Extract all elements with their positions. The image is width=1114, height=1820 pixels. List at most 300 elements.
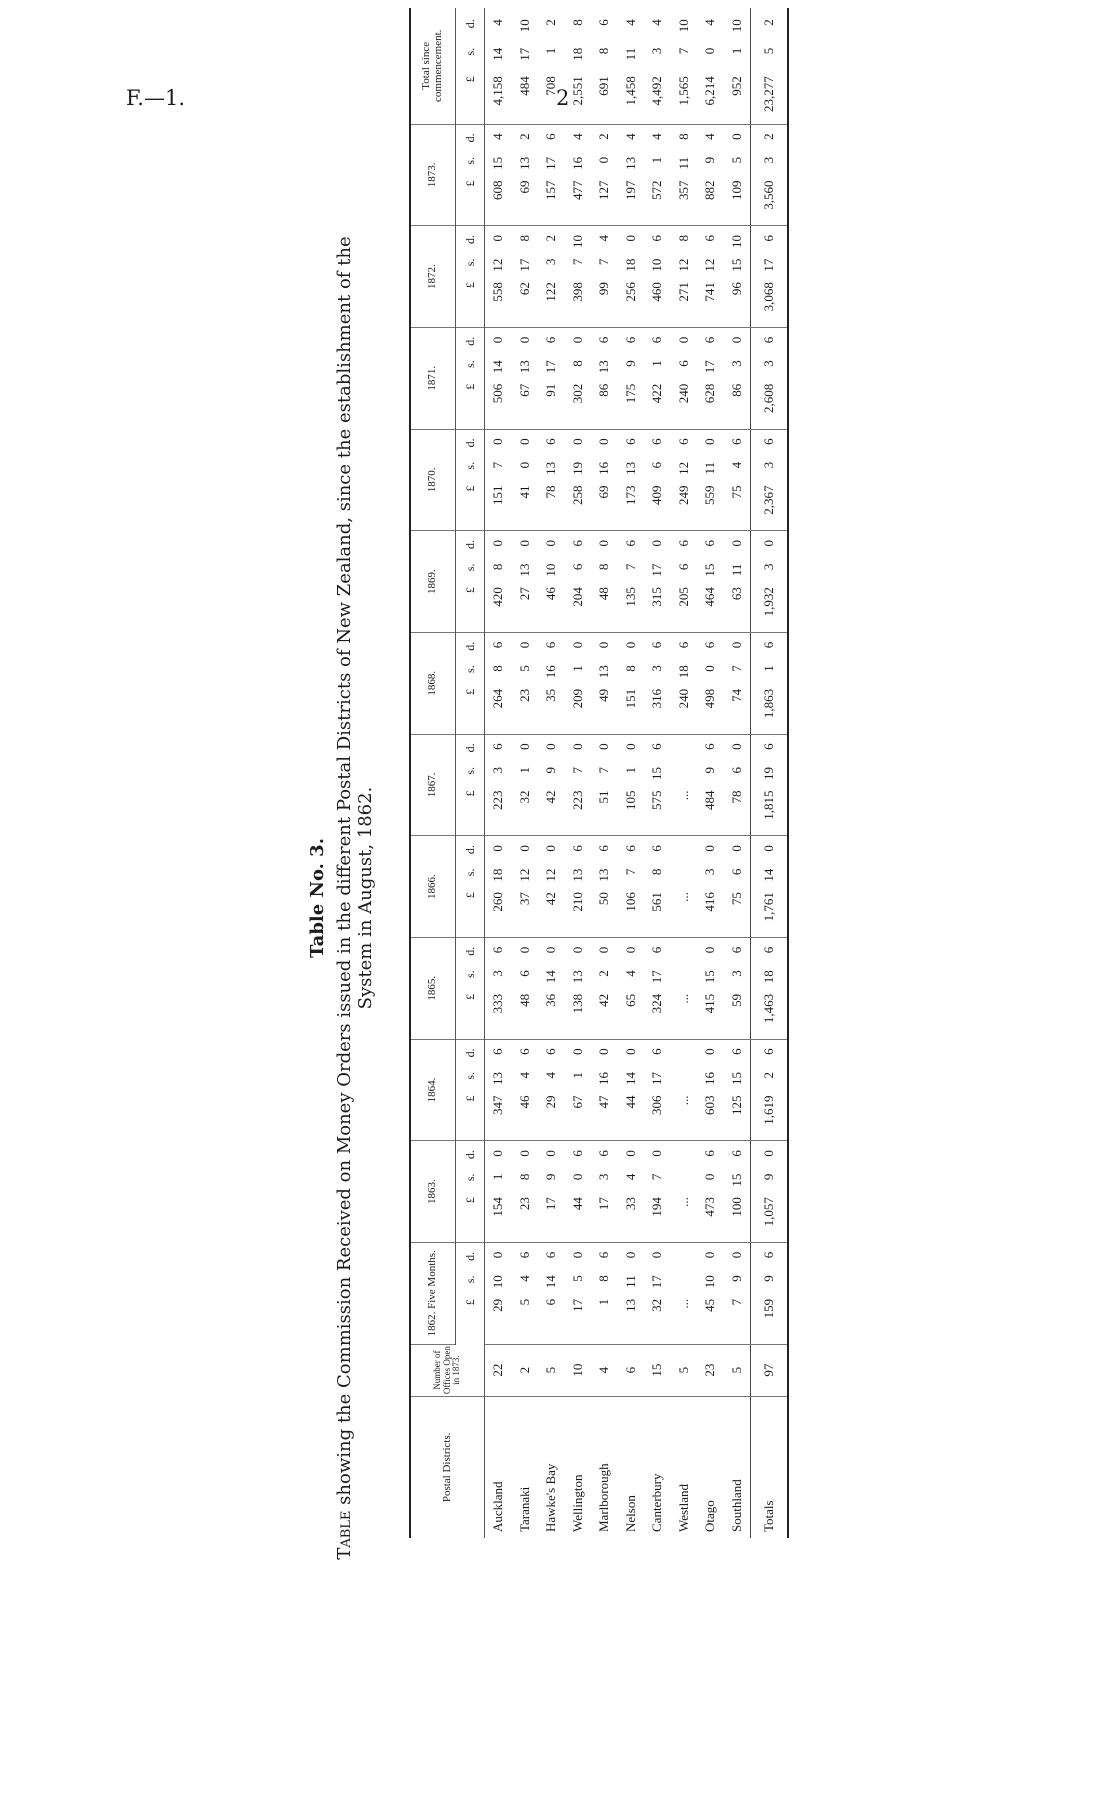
amount-cell bbox=[485, 124, 512, 226]
amount-shillings: 8 bbox=[596, 1275, 612, 1282]
amount-pounds: 415 bbox=[702, 993, 718, 1014]
amount-pounds: 1,463 bbox=[761, 993, 776, 1024]
unit-pence: d. bbox=[462, 133, 477, 143]
amount-pence: 6 bbox=[490, 946, 506, 954]
amount-pence: 6 bbox=[702, 235, 718, 242]
amount-shillings: 7 bbox=[596, 258, 612, 266]
caption-prefix: Table bbox=[334, 1510, 355, 1560]
amount-pence: 6 bbox=[543, 1251, 559, 1259]
amount-cell bbox=[671, 429, 698, 531]
amount-shillings: 9 bbox=[761, 1275, 776, 1282]
amount-cell bbox=[512, 429, 539, 531]
amount-cell bbox=[618, 226, 645, 328]
amount-shillings: 11 bbox=[675, 156, 691, 170]
amount-pence: 10 bbox=[516, 19, 532, 33]
amount-pence: 6 bbox=[649, 336, 665, 344]
amount-pence: 6 bbox=[596, 336, 612, 344]
amount-pounds: 157 bbox=[543, 180, 559, 200]
table-row bbox=[591, 8, 618, 1538]
amount-cell bbox=[751, 734, 789, 836]
amount-pounds: 46 bbox=[543, 587, 559, 601]
amount-pence: 6 bbox=[622, 336, 638, 344]
amount-pounds: 258 bbox=[569, 485, 585, 505]
amount-shillings: 13 bbox=[516, 156, 532, 170]
amount-pence: 0 bbox=[622, 235, 638, 242]
amount-pence: 0 bbox=[490, 1150, 506, 1157]
amount-pence: 0 bbox=[702, 845, 718, 852]
amount-pence: 6 bbox=[543, 133, 559, 140]
amount-cell bbox=[724, 226, 751, 328]
amount-pence: 4 bbox=[596, 235, 612, 242]
amount-shillings: 3 bbox=[490, 766, 506, 774]
amount-pence: 0 bbox=[728, 540, 744, 547]
amount-pence: 0 bbox=[490, 235, 506, 242]
amount-cell bbox=[591, 836, 618, 938]
amount-pence: 2 bbox=[543, 235, 559, 242]
amount-cell bbox=[565, 937, 592, 1039]
amount-pounds: 67 bbox=[569, 1095, 585, 1109]
amount-cell bbox=[724, 937, 751, 1039]
amount-cell bbox=[671, 327, 698, 429]
amount-shillings: 7 bbox=[569, 258, 585, 266]
amount-cell bbox=[671, 632, 698, 734]
amount-cell bbox=[512, 836, 539, 938]
amount-cell bbox=[591, 327, 618, 429]
amount-cell bbox=[485, 429, 512, 531]
amount-cell bbox=[697, 8, 724, 124]
offices-count: 15 bbox=[644, 1344, 671, 1396]
amount-pounds: 37 bbox=[516, 892, 532, 906]
amount-pence: 0 bbox=[516, 438, 532, 445]
table-row bbox=[618, 8, 645, 1538]
amount-pence: 6 bbox=[622, 438, 638, 445]
amount-pounds: 74 bbox=[728, 688, 744, 702]
amount-pence: 10 bbox=[728, 235, 744, 249]
amount-pence: 0 bbox=[596, 946, 612, 954]
amount-pounds: 17 bbox=[543, 1197, 559, 1211]
amount-pounds: 35 bbox=[543, 688, 559, 702]
amount-cell bbox=[538, 531, 565, 633]
amount-cell bbox=[724, 124, 751, 226]
caption-line-1: showing the Commission Received on Money Orders issued in the different Postal Districts of New Zealand, since the establishment of the bbox=[334, 236, 355, 1505]
amount-pence: 0 bbox=[728, 336, 744, 344]
unit-shillings: s. bbox=[462, 1071, 477, 1080]
amount-pounds: 315 bbox=[649, 587, 665, 607]
amount-pence: 2 bbox=[596, 133, 612, 140]
district-name: Marlborough bbox=[596, 1463, 612, 1532]
amount-pence: 0 bbox=[569, 1251, 585, 1259]
amount-pence: 0 bbox=[490, 540, 506, 547]
offices-count: 97 bbox=[751, 1344, 789, 1396]
amount-cell bbox=[538, 226, 565, 328]
amount-cell bbox=[671, 1242, 698, 1344]
amount-cell bbox=[565, 632, 592, 734]
amount-pence bbox=[676, 743, 692, 757]
amount-shillings bbox=[676, 767, 692, 781]
amount-pence: 6 bbox=[649, 946, 665, 954]
amount-pounds: 223 bbox=[490, 790, 506, 810]
amount-cell bbox=[671, 8, 698, 124]
amount-shillings: 10 bbox=[490, 1275, 506, 1289]
amount-cell bbox=[591, 124, 618, 226]
amount-pounds: 2,551 bbox=[569, 76, 585, 106]
amount-cell bbox=[485, 937, 512, 1039]
amount-pence: 6 bbox=[596, 845, 612, 852]
amount-shillings: 3 bbox=[761, 461, 776, 469]
amount-cell bbox=[512, 531, 539, 633]
amount-pounds: 572 bbox=[649, 180, 665, 200]
amount-pounds: 1,619 bbox=[761, 1095, 776, 1125]
amount-shillings: 9 bbox=[728, 1275, 744, 1282]
amount-cell bbox=[644, 531, 671, 633]
amount-pounds: 2,367 bbox=[761, 485, 776, 515]
unit-pounds: £ bbox=[462, 383, 477, 390]
amount-pence: 0 bbox=[622, 1048, 638, 1055]
amount-pence: 6 bbox=[702, 540, 718, 547]
amount-cell bbox=[644, 1039, 671, 1141]
amount-pence: 6 bbox=[761, 641, 776, 649]
title-block bbox=[287, 148, 376, 1648]
amount-pounds: 45 bbox=[702, 1298, 718, 1312]
amount-cell bbox=[724, 632, 751, 734]
amount-pence: 6 bbox=[761, 1251, 776, 1259]
amount-pounds: 306 bbox=[649, 1095, 665, 1115]
unit-cell bbox=[456, 226, 485, 328]
amount-shillings: 2 bbox=[761, 1071, 776, 1079]
amount-shillings: 17 bbox=[543, 156, 559, 170]
col-1862: 1862. Five Months. bbox=[410, 1242, 456, 1344]
amount-pounds: ... bbox=[675, 892, 691, 902]
amount-cell bbox=[751, 429, 789, 531]
amount-pounds: 47 bbox=[596, 1095, 612, 1109]
amount-cell bbox=[724, 734, 751, 836]
amount-pounds: 44 bbox=[622, 1095, 638, 1109]
amount-shillings: 14 bbox=[490, 360, 506, 374]
amount-cell bbox=[591, 632, 618, 734]
amount-pounds: 42 bbox=[543, 790, 559, 804]
amount-cell bbox=[751, 8, 789, 124]
amount-pence: 0 bbox=[728, 641, 744, 649]
amount-cell bbox=[512, 8, 539, 124]
col-year: 1864. bbox=[410, 1039, 456, 1141]
amount-pounds: 6,214 bbox=[702, 76, 718, 106]
amount-shillings: 15 bbox=[649, 766, 665, 780]
amount-pounds: 6 bbox=[543, 1298, 559, 1306]
amount-pence: 0 bbox=[649, 540, 665, 547]
col-year: 1867. bbox=[410, 734, 456, 836]
unit-cell bbox=[456, 836, 485, 938]
amount-pence: 0 bbox=[728, 743, 744, 750]
amount-pence: 6 bbox=[543, 1048, 559, 1055]
amount-pounds: 42 bbox=[543, 892, 559, 906]
amount-cell bbox=[724, 429, 751, 531]
unit-shillings: s. bbox=[462, 360, 477, 368]
amount-shillings: 1 bbox=[543, 47, 559, 55]
amount-shillings bbox=[676, 970, 692, 984]
amount-pence: 6 bbox=[761, 235, 776, 242]
amount-cell bbox=[644, 937, 671, 1039]
amount-pence: 0 bbox=[543, 1150, 559, 1157]
amount-cell bbox=[751, 531, 789, 633]
offices-count: 10 bbox=[565, 1344, 592, 1396]
amount-pence: 0 bbox=[761, 540, 776, 547]
unit-cell bbox=[456, 1141, 485, 1243]
amount-shillings: 13 bbox=[490, 1071, 506, 1085]
amount-cell bbox=[671, 531, 698, 633]
amount-pounds: 175 bbox=[622, 383, 638, 404]
unit-shillings: s. bbox=[462, 156, 477, 165]
amount-pounds: 86 bbox=[596, 383, 612, 397]
amount-shillings: 17 bbox=[761, 258, 776, 272]
amount-shillings: 14 bbox=[622, 1071, 638, 1085]
amount-cell bbox=[538, 632, 565, 734]
amount-pounds: 78 bbox=[728, 790, 744, 804]
amount-cell bbox=[512, 124, 539, 226]
amount-pence: 8 bbox=[675, 133, 691, 140]
amount-cell bbox=[697, 1039, 724, 1141]
amount-pounds: 154 bbox=[490, 1197, 506, 1217]
amount-shillings: 5 bbox=[516, 665, 532, 672]
unit-cell bbox=[456, 734, 485, 836]
unit-pence: d. bbox=[462, 1150, 477, 1160]
amount-pounds: 240 bbox=[675, 383, 691, 404]
amount-pounds: 691 bbox=[596, 76, 612, 96]
amount-shillings bbox=[676, 1174, 692, 1188]
amount-pounds: ... bbox=[675, 993, 691, 1004]
amount-cell bbox=[724, 1141, 751, 1243]
amount-cell bbox=[751, 937, 789, 1039]
amount-pence: 4 bbox=[702, 19, 718, 26]
amount-pence: 0 bbox=[761, 845, 776, 852]
amount-shillings: 5 bbox=[761, 47, 776, 55]
amount-cell bbox=[591, 531, 618, 633]
amount-shillings: 0 bbox=[702, 47, 718, 55]
amount-shillings: 9 bbox=[761, 1173, 776, 1181]
amount-pounds: 882 bbox=[702, 180, 718, 200]
amount-pounds: 205 bbox=[675, 587, 691, 607]
col-total: Total since commencement. bbox=[410, 8, 456, 124]
amount-pence bbox=[676, 845, 692, 859]
amount-pounds: 17 bbox=[569, 1298, 585, 1312]
amount-cell bbox=[697, 1141, 724, 1243]
amount-pounds: 409 bbox=[649, 485, 665, 505]
amount-pounds: 1 bbox=[596, 1298, 612, 1306]
amount-pence: 6 bbox=[761, 438, 776, 445]
amount-pence: 6 bbox=[702, 1150, 718, 1157]
amount-pounds: 249 bbox=[675, 485, 691, 505]
amount-cell bbox=[751, 632, 789, 734]
amount-pounds: 109 bbox=[728, 180, 744, 200]
amount-pounds: 151 bbox=[490, 485, 506, 505]
amount-pounds: 952 bbox=[728, 76, 744, 96]
amount-pounds: 44 bbox=[569, 1197, 585, 1211]
amount-cell bbox=[697, 531, 724, 633]
amount-pounds: 62 bbox=[516, 282, 532, 296]
unit-cell bbox=[456, 937, 485, 1039]
amount-pounds: 561 bbox=[649, 892, 665, 912]
amount-cell bbox=[644, 124, 671, 226]
amount-pounds: 420 bbox=[490, 587, 506, 607]
amount-pence: 0 bbox=[649, 1251, 665, 1259]
unit-shillings: s. bbox=[462, 1173, 477, 1182]
amount-cell bbox=[751, 1242, 789, 1344]
amount-cell bbox=[724, 327, 751, 429]
amount-pence: 6 bbox=[702, 743, 718, 750]
amount-pence: 0 bbox=[675, 336, 691, 344]
amount-pence: 0 bbox=[622, 946, 638, 954]
amount-cell bbox=[671, 836, 698, 938]
col-year: 1863. bbox=[410, 1141, 456, 1243]
amount-cell bbox=[591, 1242, 618, 1344]
amount-pounds: 59 bbox=[728, 993, 744, 1007]
unit-pence: d. bbox=[462, 845, 477, 855]
amount-shillings: 1 bbox=[569, 1071, 585, 1079]
page-reference: F.—1. bbox=[126, 86, 186, 110]
amount-cell bbox=[751, 124, 789, 226]
offices-count: 2 bbox=[512, 1344, 539, 1396]
unit-pounds: £ bbox=[462, 587, 477, 594]
amount-pounds: 17 bbox=[596, 1197, 612, 1211]
amount-shillings: 13 bbox=[569, 868, 585, 882]
amount-cell bbox=[485, 531, 512, 633]
amount-cell bbox=[724, 1242, 751, 1344]
amount-pounds: 416 bbox=[702, 892, 718, 912]
amount-shillings: 12 bbox=[516, 868, 532, 882]
unit-pounds: £ bbox=[462, 76, 477, 83]
offices-count: 22 bbox=[485, 1344, 512, 1396]
unit-pounds: £ bbox=[462, 1299, 477, 1306]
amount-pounds: 575 bbox=[649, 790, 665, 810]
amount-shillings: 6 bbox=[675, 360, 691, 367]
amount-shillings: 16 bbox=[596, 1071, 612, 1085]
offices-count: 5 bbox=[724, 1344, 751, 1396]
amount-pounds: 608 bbox=[490, 180, 506, 200]
amount-shillings: 7 bbox=[728, 665, 744, 672]
amount-pounds: 67 bbox=[516, 383, 532, 397]
amount-shillings: 13 bbox=[596, 665, 612, 679]
amount-pence: 4 bbox=[702, 133, 718, 140]
unit-shillings: s. bbox=[462, 970, 477, 978]
amount-pence: 6 bbox=[649, 641, 665, 649]
unit-pence: d. bbox=[462, 1251, 477, 1261]
amount-cell bbox=[565, 1141, 592, 1243]
amount-shillings: 17 bbox=[649, 1275, 665, 1289]
district-name: Wellington bbox=[569, 1474, 585, 1532]
amount-cell bbox=[618, 8, 645, 124]
amount-pounds: 32 bbox=[649, 1298, 665, 1312]
page-number: 2 bbox=[556, 86, 570, 110]
amount-pounds: 96 bbox=[728, 282, 744, 296]
amount-shillings: 3 bbox=[649, 665, 665, 672]
amount-pence: 6 bbox=[649, 743, 665, 750]
amount-pence: 6 bbox=[761, 743, 776, 750]
amount-cell bbox=[485, 734, 512, 836]
amount-shillings: 12 bbox=[543, 868, 559, 882]
unit-shillings: s. bbox=[462, 868, 477, 877]
amount-cell bbox=[671, 1141, 698, 1243]
amount-pence: 8 bbox=[569, 19, 585, 26]
amount-pence: 0 bbox=[516, 1150, 532, 1157]
amount-cell bbox=[618, 632, 645, 734]
amount-cell bbox=[591, 937, 618, 1039]
amount-cell bbox=[512, 1242, 539, 1344]
amount-pence: 6 bbox=[675, 438, 691, 445]
amount-pence: 0 bbox=[569, 641, 585, 649]
amount-shillings: 10 bbox=[649, 258, 665, 272]
unit-pence: d. bbox=[462, 235, 477, 245]
amount-pence: 0 bbox=[516, 336, 532, 344]
amount-pence: 6 bbox=[490, 743, 506, 750]
unit-pence: d. bbox=[462, 946, 477, 956]
amount-pence: 4 bbox=[649, 19, 665, 26]
amount-cell bbox=[538, 734, 565, 836]
amount-pounds: 7 bbox=[728, 1298, 744, 1306]
amount-cell bbox=[751, 1141, 789, 1243]
amount-shillings: 14 bbox=[543, 970, 559, 984]
amount-cell bbox=[671, 124, 698, 226]
amount-cell bbox=[565, 226, 592, 328]
amount-pounds: 49 bbox=[596, 688, 612, 702]
amount-pounds: 264 bbox=[490, 688, 506, 709]
amount-pence: 0 bbox=[596, 540, 612, 547]
amount-pence: 0 bbox=[728, 845, 744, 852]
table-caption bbox=[334, 148, 355, 1648]
table-row bbox=[724, 8, 751, 1538]
amount-shillings: 16 bbox=[569, 156, 585, 170]
amount-shillings: 16 bbox=[596, 461, 612, 475]
amount-shillings: 7 bbox=[622, 563, 638, 571]
amount-shillings: 19 bbox=[569, 461, 585, 475]
amount-pounds: 464 bbox=[702, 587, 718, 607]
amount-shillings: 4 bbox=[516, 1071, 532, 1079]
table-row bbox=[512, 8, 539, 1538]
amount-shillings: 1 bbox=[728, 47, 744, 55]
amount-shillings: 1 bbox=[761, 665, 776, 672]
amount-pounds: 122 bbox=[543, 282, 559, 302]
amount-cell bbox=[697, 1242, 724, 1344]
amount-shillings: 9 bbox=[702, 766, 718, 774]
district-name: Nelson bbox=[622, 1495, 638, 1532]
amount-shillings: 15 bbox=[702, 970, 718, 984]
unit-pounds: £ bbox=[462, 790, 477, 797]
amount-cell bbox=[565, 327, 592, 429]
amount-pence: 6 bbox=[596, 19, 612, 26]
amount-shillings: 4 bbox=[516, 1275, 532, 1282]
commission-table bbox=[409, 8, 789, 1538]
col-year: 1865. bbox=[410, 937, 456, 1039]
unit-shillings: s. bbox=[462, 665, 477, 673]
amount-shillings bbox=[676, 869, 692, 883]
district-name: Westland bbox=[675, 1483, 691, 1532]
amount-cell bbox=[485, 327, 512, 429]
amount-pence: 6 bbox=[649, 845, 665, 852]
amount-shillings: 6 bbox=[516, 970, 532, 977]
amount-pounds: 23 bbox=[516, 688, 532, 702]
amount-cell bbox=[512, 632, 539, 734]
amount-cell bbox=[591, 734, 618, 836]
amount-shillings: 18 bbox=[622, 258, 638, 272]
amount-pence: 0 bbox=[596, 438, 612, 445]
amount-pence: 10 bbox=[569, 235, 585, 249]
amount-shillings: 18 bbox=[761, 970, 776, 984]
amount-pounds: ... bbox=[675, 1095, 691, 1106]
table-row bbox=[644, 8, 671, 1538]
amount-shillings: 8 bbox=[596, 563, 612, 571]
unit-pounds: £ bbox=[462, 892, 477, 899]
amount-shillings: 18 bbox=[569, 47, 585, 61]
unit-pence: d. bbox=[462, 19, 477, 29]
offices-count: 4 bbox=[591, 1344, 618, 1396]
